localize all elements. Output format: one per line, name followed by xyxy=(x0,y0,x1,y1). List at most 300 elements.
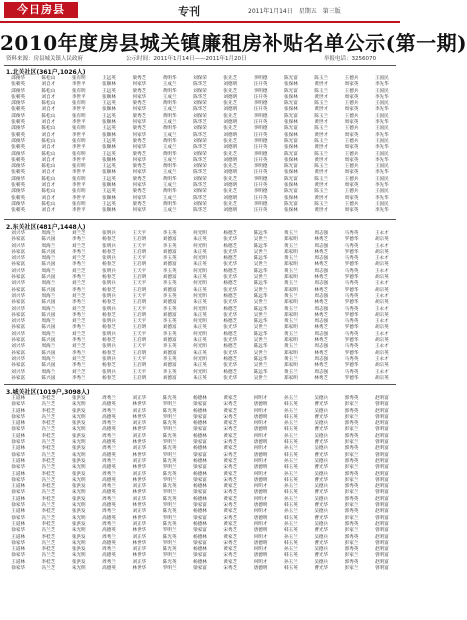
recipient-name: 孙玉兰 xyxy=(284,408,298,414)
recipient-name: 郑家明 xyxy=(284,249,298,255)
recipient-name: 梁秀芝 xyxy=(132,138,147,144)
recipient-name: 何明才 xyxy=(253,458,268,464)
recipient-name: 何光明 xyxy=(193,293,207,299)
recipient-name: 张先芝 xyxy=(223,176,238,182)
recipient-name: 梁家富 xyxy=(193,427,207,433)
recipient-name: 张朝英 xyxy=(11,183,26,189)
recipient-name: 梁家富 xyxy=(193,515,207,521)
recipient-name: 陈远华 xyxy=(253,356,268,362)
recipient-name: 何明才 xyxy=(253,421,268,427)
recipient-name: 陈光英 xyxy=(162,408,177,414)
recipient-name: 李桂芝 xyxy=(41,396,56,401)
recipient-name: 高德英 xyxy=(102,440,116,446)
recipient-name: 林秀芝 xyxy=(314,338,329,344)
recipient-name: 汪开英 xyxy=(253,94,268,100)
recipient-name: 李世平 xyxy=(71,132,86,138)
recipient-name: 杨春芝 xyxy=(102,249,116,255)
recipient-name: 刘德富 xyxy=(162,375,177,381)
recipient-name: 张顺林 xyxy=(102,183,116,189)
recipient-name: 李桂芝 xyxy=(41,421,56,427)
recipient-name: 刘保荣 xyxy=(193,126,207,132)
recipient-name: 陈远华 xyxy=(253,243,268,249)
recipient-name: 何光明 xyxy=(193,306,207,312)
recipient-name: 韩玉英 xyxy=(284,402,298,408)
recipient-name: 陈玉兰 xyxy=(314,151,329,157)
recipient-name: 吴德兵 xyxy=(314,559,329,565)
recipient-name: 胡宗英 xyxy=(374,338,389,344)
recipient-name: 张顺林 xyxy=(102,157,116,163)
recipient-name: 杨春芝 xyxy=(102,325,116,331)
recipient-name: 宋秀芝 xyxy=(223,553,238,559)
recipient-name: 陈松山 xyxy=(41,138,56,144)
recipient-name: 李世平 xyxy=(71,157,86,163)
recipient-name: 刘德明 xyxy=(223,208,238,214)
recipient-name: 郑家明 xyxy=(284,300,298,306)
recipient-name: 何明才 xyxy=(253,559,268,565)
recipient-name: 韩玉英 xyxy=(284,440,298,446)
recipient-name: 李先华 xyxy=(374,170,389,176)
recipient-name: 唐德明 xyxy=(253,566,268,572)
recipient-name: 周家英 xyxy=(344,183,359,189)
recipient-name: 林世华 xyxy=(132,465,147,471)
recipient-name: 张洪发 xyxy=(71,521,86,527)
recipient-name: 张顺林 xyxy=(102,145,116,151)
recipient-name: 李明德 xyxy=(253,201,268,207)
recipient-name: 朱正英 xyxy=(193,262,207,268)
recipient-name: 彭家兰 xyxy=(344,540,359,546)
recipient-name: 陈远华 xyxy=(253,268,268,274)
recipient-name: 刘正华 xyxy=(132,496,147,502)
recipient-name: 张保林 xyxy=(284,107,298,113)
recipient-name: 陈光富 xyxy=(284,164,298,170)
recipient-name: 何家华 xyxy=(132,195,147,201)
recipient-name: 李明德 xyxy=(253,164,268,170)
recipient-name: 陈松山 xyxy=(41,126,56,132)
recipient-name: 罗德华 xyxy=(344,249,359,255)
recipient-name: 刘保荣 xyxy=(193,189,207,195)
recipient-name: 赵明富 xyxy=(374,458,389,464)
recipient-name: 郭秀英 xyxy=(344,547,359,553)
recipient-name: 李世平 xyxy=(71,94,86,100)
recipient-name: 王道林 xyxy=(11,559,26,565)
recipient-name: 杨德芝 xyxy=(223,231,238,236)
recipient-name: 张朝英 xyxy=(11,157,26,163)
recipient-name: 曾明富 xyxy=(374,553,389,559)
section-heading: 1.北关社区(361户,1026人) xyxy=(6,69,86,76)
recipient-name: 王国民 xyxy=(374,101,389,107)
recipient-name: 梁秀芝 xyxy=(132,164,147,170)
recipient-name: 张洪发 xyxy=(71,534,86,540)
recipient-name: 刘兴华 xyxy=(11,369,26,375)
recipient-name: 刘德明 xyxy=(223,195,238,201)
recipient-name: 黄家芝 xyxy=(223,396,238,401)
recipient-name: 吴德兵 xyxy=(314,396,329,401)
recipient-name: 陈兴国 xyxy=(41,312,56,318)
recipient-name: 孙家富 xyxy=(11,363,26,369)
recipient-name: 孙玉兰 xyxy=(284,396,298,401)
recipient-name: 曾明富 xyxy=(374,503,389,509)
recipient-name: 张顺林 xyxy=(102,94,116,100)
recipient-name: 杨德林 xyxy=(193,509,207,515)
recipient-name: 王远英 xyxy=(102,151,116,157)
recipient-name: 罗明兰 xyxy=(162,402,177,408)
recipient-name: 韩玉英 xyxy=(284,452,298,458)
recipient-name: 林世华 xyxy=(132,566,147,572)
recipient-name: 何明才 xyxy=(253,534,268,540)
recipient-name: 朱正英 xyxy=(193,300,207,306)
recipient-name: 李先华 xyxy=(374,94,389,100)
recipient-name: 李秀兰 xyxy=(71,287,86,293)
recipient-name: 唐德明 xyxy=(253,515,268,521)
recipient-name: 杨春芝 xyxy=(102,262,116,268)
recipient-name: 何家华 xyxy=(132,132,147,138)
recipient-name: 李秀兰 xyxy=(71,262,86,268)
recipient-name: 何家华 xyxy=(132,82,147,88)
recipient-name: 刘德明 xyxy=(223,183,238,189)
recipient-name: 李明德 xyxy=(253,126,268,132)
recipient-name: 宋秀芝 xyxy=(223,465,238,471)
recipient-name: 马秀英 xyxy=(344,356,359,362)
recipient-name: 郭秀英 xyxy=(344,421,359,427)
recipient-name: 赵明富 xyxy=(374,433,389,439)
recipient-name: 李明德 xyxy=(253,176,268,182)
recipient-name: 王天平 xyxy=(132,268,147,274)
recipient-name: 李先华 xyxy=(374,132,389,138)
recipient-name: 张明兵 xyxy=(102,256,116,262)
recipient-name: 杨德林 xyxy=(193,421,207,427)
recipient-name: 李玉英 xyxy=(162,369,177,375)
recipient-name: 吴德兵 xyxy=(314,521,329,527)
recipient-name: 李玉英 xyxy=(162,231,177,236)
recipient-name: 李世平 xyxy=(71,170,86,176)
recipient-name: 何明才 xyxy=(253,408,268,414)
recipient-name: 刘兰芝 xyxy=(71,268,86,274)
recipient-name: 李明德 xyxy=(253,151,268,157)
recipient-name: 刘兴华 xyxy=(11,281,26,287)
recipient-name: 杨德芝 xyxy=(223,256,238,262)
recipient-name: 孙家富 xyxy=(11,287,26,293)
recipient-name: 李先华 xyxy=(374,82,389,88)
recipient-name: 何光明 xyxy=(193,281,207,287)
recipient-name: 刘自才 xyxy=(41,170,56,176)
recipient-name: 林世华 xyxy=(132,440,147,446)
recipient-name: 吴世兰 xyxy=(253,375,268,381)
recipient-name: 朱光明 xyxy=(71,465,86,471)
recipient-name: 周海兰 xyxy=(41,306,56,312)
recipient-name: 罗德华 xyxy=(344,312,359,318)
recipient-name: 陈松山 xyxy=(41,88,56,94)
recipient-name: 曾明富 xyxy=(374,477,389,483)
recipient-name: 唐德明 xyxy=(253,440,268,446)
recipient-name: 马秀英 xyxy=(344,331,359,337)
meta-line xyxy=(6,54,394,63)
recipient-name: 林秀芝 xyxy=(314,249,329,255)
recipient-name: 刘保荣 xyxy=(193,76,207,81)
recipient-name: 张洪发 xyxy=(71,458,86,464)
recipient-name: 林世华 xyxy=(132,503,147,509)
recipient-name: 黄世才 xyxy=(314,82,329,88)
recipient-name: 李世平 xyxy=(71,183,86,189)
recipient-name: 王远英 xyxy=(102,176,116,182)
recipient-name: 胡宗英 xyxy=(374,275,389,281)
recipient-name: 杨德林 xyxy=(193,534,207,540)
recipient-name: 邱俊华 xyxy=(11,201,26,207)
recipient-name: 李玉英 xyxy=(162,331,177,337)
recipient-name: 徐家华 xyxy=(11,540,26,546)
recipient-name: 徐家华 xyxy=(11,515,26,521)
recipient-name: 刘保荣 xyxy=(193,113,207,119)
recipient-name: 高德英 xyxy=(102,528,116,534)
recipient-name: 王永才 xyxy=(374,319,389,325)
recipient-name: 黄世才 xyxy=(314,183,329,189)
recipient-name: 梁秀芝 xyxy=(132,113,147,119)
recipient-name: 罗德华 xyxy=(344,275,359,281)
recipient-name: 马秀英 xyxy=(344,281,359,287)
recipient-name: 唐德明 xyxy=(253,528,268,534)
recipient-name: 周海兰 xyxy=(41,243,56,249)
recipient-name: 朱光明 xyxy=(71,553,86,559)
recipient-name: 刘正华 xyxy=(132,521,147,527)
newspaper-logo[interactable]: 今日房县 xyxy=(4,2,78,18)
recipient-name: 张朝英 xyxy=(11,145,26,151)
recipient-name: 高德英 xyxy=(102,452,116,458)
recipient-name: 胡宗英 xyxy=(374,287,389,293)
recipient-name: 何明才 xyxy=(253,433,268,439)
recipient-name: 林世华 xyxy=(132,477,147,483)
recipient-name: 宋秀芝 xyxy=(223,528,238,534)
recipient-name: 王永才 xyxy=(374,243,389,249)
recipient-name: 罗明兰 xyxy=(162,515,177,521)
recipient-name: 刘保荣 xyxy=(193,88,207,94)
recipient-name: 周海兰 xyxy=(41,319,56,325)
recipient-name: 刘正华 xyxy=(132,396,147,401)
recipient-name: 陈玉兰 xyxy=(314,138,329,144)
recipient-name: 罗明兰 xyxy=(162,553,177,559)
recipient-name: 黄家芝 xyxy=(223,547,238,553)
recipient-name: 梁家富 xyxy=(193,540,207,546)
recipient-name: 刘德富 xyxy=(162,312,177,318)
recipient-name: 王启明 xyxy=(132,338,147,344)
recipient-name: 陈松山 xyxy=(41,76,56,81)
recipient-name: 罗明兰 xyxy=(162,490,177,496)
recipient-name: 宋秀芝 xyxy=(223,414,238,420)
recipient-name: 周志强 xyxy=(314,268,329,274)
recipient-name: 王德兵 xyxy=(344,138,359,144)
recipient-name: 周秀兰 xyxy=(102,509,116,515)
recipient-name: 王天平 xyxy=(132,369,147,375)
recipient-name: 张洪发 xyxy=(71,421,86,427)
recipient-name: 林世华 xyxy=(132,515,147,521)
recipient-name: 冯兰芝 xyxy=(41,503,56,509)
recipient-name: 赵明富 xyxy=(374,534,389,540)
recipient-name: 李先华 xyxy=(374,120,389,126)
recipient-name: 曹光华 xyxy=(314,503,329,509)
recipient-name: 李先华 xyxy=(374,208,389,214)
recipient-name: 刘保荣 xyxy=(193,138,207,144)
recipient-name: 王国民 xyxy=(374,126,389,132)
recipient-name: 宋秀芝 xyxy=(223,402,238,408)
recipient-name: 徐家华 xyxy=(11,503,26,509)
recipient-name: 曹光华 xyxy=(314,566,329,572)
recipient-name: 刘兴华 xyxy=(11,243,26,249)
recipient-name: 孙玉兰 xyxy=(284,496,298,502)
recipient-name: 陈光富 xyxy=(284,126,298,132)
recipient-name: 刘德富 xyxy=(162,325,177,331)
recipient-name: 张有明 xyxy=(71,201,86,207)
recipient-name: 陈兴国 xyxy=(41,350,56,356)
recipient-name: 陈远华 xyxy=(253,319,268,325)
recipient-name: 孙家富 xyxy=(11,300,26,306)
recipient-name: 张光华 xyxy=(223,350,238,356)
recipient-name: 周志强 xyxy=(314,356,329,362)
recipient-name: 王远英 xyxy=(102,76,116,81)
recipient-name: 彭家兰 xyxy=(344,452,359,458)
recipient-name: 李秀兰 xyxy=(71,237,86,243)
recipient-name: 王道林 xyxy=(11,408,26,414)
recipient-name: 赵明富 xyxy=(374,509,389,515)
recipient-name: 杨德芝 xyxy=(223,369,238,375)
recipient-name: 张朝英 xyxy=(11,107,26,113)
recipient-name: 陈华芝 xyxy=(193,157,207,163)
recipient-name: 罗明兰 xyxy=(162,540,177,546)
recipient-name: 罗德华 xyxy=(344,262,359,268)
recipient-name: 陈光英 xyxy=(162,559,177,565)
recipient-name: 赵明富 xyxy=(374,521,389,527)
recipient-name: 张有明 xyxy=(71,101,86,107)
recipient-name: 何家华 xyxy=(132,208,147,214)
recipient-name: 周志强 xyxy=(314,293,329,299)
recipient-name: 杨德林 xyxy=(193,446,207,452)
recipient-name: 周秀兰 xyxy=(102,421,116,427)
recipient-name: 周家英 xyxy=(344,132,359,138)
recipient-name: 李桂芝 xyxy=(41,534,56,540)
recipient-name: 黄家芝 xyxy=(223,521,238,527)
recipient-name: 曹光华 xyxy=(314,528,329,534)
recipient-name: 王远英 xyxy=(102,113,116,119)
recipient-name: 邱俊华 xyxy=(11,164,26,170)
recipient-name: 何明才 xyxy=(253,471,268,477)
recipient-name: 陈远华 xyxy=(253,293,268,299)
recipient-name: 何光明 xyxy=(193,231,207,236)
recipient-name: 梁家富 xyxy=(193,452,207,458)
recipient-name: 杨德林 xyxy=(193,484,207,490)
recipient-name: 黄玉兰 xyxy=(284,344,298,350)
recipient-name: 吴德兵 xyxy=(314,484,329,490)
recipient-name: 王道林 xyxy=(11,521,26,527)
recipient-name: 赵明富 xyxy=(374,396,389,401)
recipient-name: 张明兵 xyxy=(102,344,116,350)
recipient-name: 朱正英 xyxy=(193,237,207,243)
recipient-name: 黄玉兰 xyxy=(284,268,298,274)
recipient-name: 何光明 xyxy=(193,331,207,337)
recipient-name: 陈松山 xyxy=(41,201,56,207)
recipient-name: 梁秀芝 xyxy=(132,76,147,81)
recipient-name: 徐家华 xyxy=(11,402,26,408)
recipient-name: 黄明华 xyxy=(162,151,177,157)
recipient-name: 张先芝 xyxy=(223,189,238,195)
recipient-name: 王永才 xyxy=(374,256,389,262)
hotline-text: 举报电话：3256070 xyxy=(324,56,376,62)
recipient-name: 胡宗英 xyxy=(374,350,389,356)
recipient-name: 高德英 xyxy=(102,414,116,420)
recipient-name: 王启明 xyxy=(132,350,147,356)
recipient-name: 周家英 xyxy=(344,94,359,100)
recipient-name: 陈玉兰 xyxy=(314,101,329,107)
recipient-name: 黄明华 xyxy=(162,189,177,195)
recipient-name: 黄明华 xyxy=(162,113,177,119)
recipient-name: 林世华 xyxy=(132,427,147,433)
recipient-name: 张光华 xyxy=(223,338,238,344)
recipient-name: 汪开英 xyxy=(253,208,268,214)
recipient-name: 王永才 xyxy=(374,331,389,337)
recipient-name: 邱俊华 xyxy=(11,189,26,195)
recipient-name: 陈远华 xyxy=(253,369,268,375)
recipient-name: 黄世才 xyxy=(314,145,329,151)
recipient-name: 黄家芝 xyxy=(223,433,238,439)
recipient-name: 邱俊华 xyxy=(11,101,26,107)
recipient-name: 王启明 xyxy=(132,262,147,268)
recipient-name: 陈光富 xyxy=(284,138,298,144)
recipient-name: 王国民 xyxy=(374,76,389,81)
recipient-name: 周秀兰 xyxy=(102,408,116,414)
recipient-name: 梁秀芝 xyxy=(132,201,147,207)
recipient-name: 高德英 xyxy=(102,503,116,509)
recipient-name: 徐家华 xyxy=(11,414,26,420)
recipient-name: 黄世才 xyxy=(314,107,329,113)
recipient-name: 陈华芝 xyxy=(193,82,207,88)
recipient-name: 周海兰 xyxy=(41,281,56,287)
recipient-name: 唐德明 xyxy=(253,452,268,458)
recipient-name: 赵明富 xyxy=(374,496,389,502)
recipient-name: 陈光富 xyxy=(284,88,298,94)
recipient-name: 赵明富 xyxy=(374,421,389,427)
recipient-name: 郑家明 xyxy=(284,338,298,344)
recipient-name: 张光华 xyxy=(223,237,238,243)
recipient-name: 陈光英 xyxy=(162,396,177,401)
recipient-name: 杨德芝 xyxy=(223,268,238,274)
recipient-name: 何家华 xyxy=(132,145,147,151)
recipient-name: 周海兰 xyxy=(41,344,56,350)
recipient-name: 陈玉兰 xyxy=(314,176,329,182)
recipient-name: 王道林 xyxy=(11,458,26,464)
recipient-name: 郑家明 xyxy=(284,262,298,268)
recipient-name: 杨德林 xyxy=(193,521,207,527)
recipient-name: 刘德富 xyxy=(162,249,177,255)
recipient-name: 陈华芝 xyxy=(193,195,207,201)
recipient-name: 黄明华 xyxy=(162,126,177,132)
recipient-name: 梁家富 xyxy=(193,528,207,534)
recipient-name: 张洪发 xyxy=(71,496,86,502)
recipient-name: 王成兰 xyxy=(162,170,177,176)
recipient-name: 吴德兵 xyxy=(314,446,329,452)
recipient-name: 张朝英 xyxy=(11,120,26,126)
recipient-name: 周海兰 xyxy=(41,256,56,262)
recipient-name: 胡宗英 xyxy=(374,262,389,268)
recipient-name: 马秀英 xyxy=(344,319,359,325)
recipient-name: 何家华 xyxy=(132,107,147,113)
recipient-name: 陈远华 xyxy=(253,344,268,350)
recipient-name: 李秀兰 xyxy=(71,312,86,318)
recipient-name: 曾明富 xyxy=(374,540,389,546)
recipient-name: 黄世才 xyxy=(314,94,329,100)
recipient-name: 吴德兵 xyxy=(314,547,329,553)
recipient-name: 张光华 xyxy=(223,375,238,381)
recipient-name: 曹光华 xyxy=(314,465,329,471)
recipient-name: 王德兵 xyxy=(344,88,359,94)
recipient-name: 朱光明 xyxy=(71,540,86,546)
recipient-name: 罗德华 xyxy=(344,338,359,344)
recipient-name: 杨春芝 xyxy=(102,275,116,281)
